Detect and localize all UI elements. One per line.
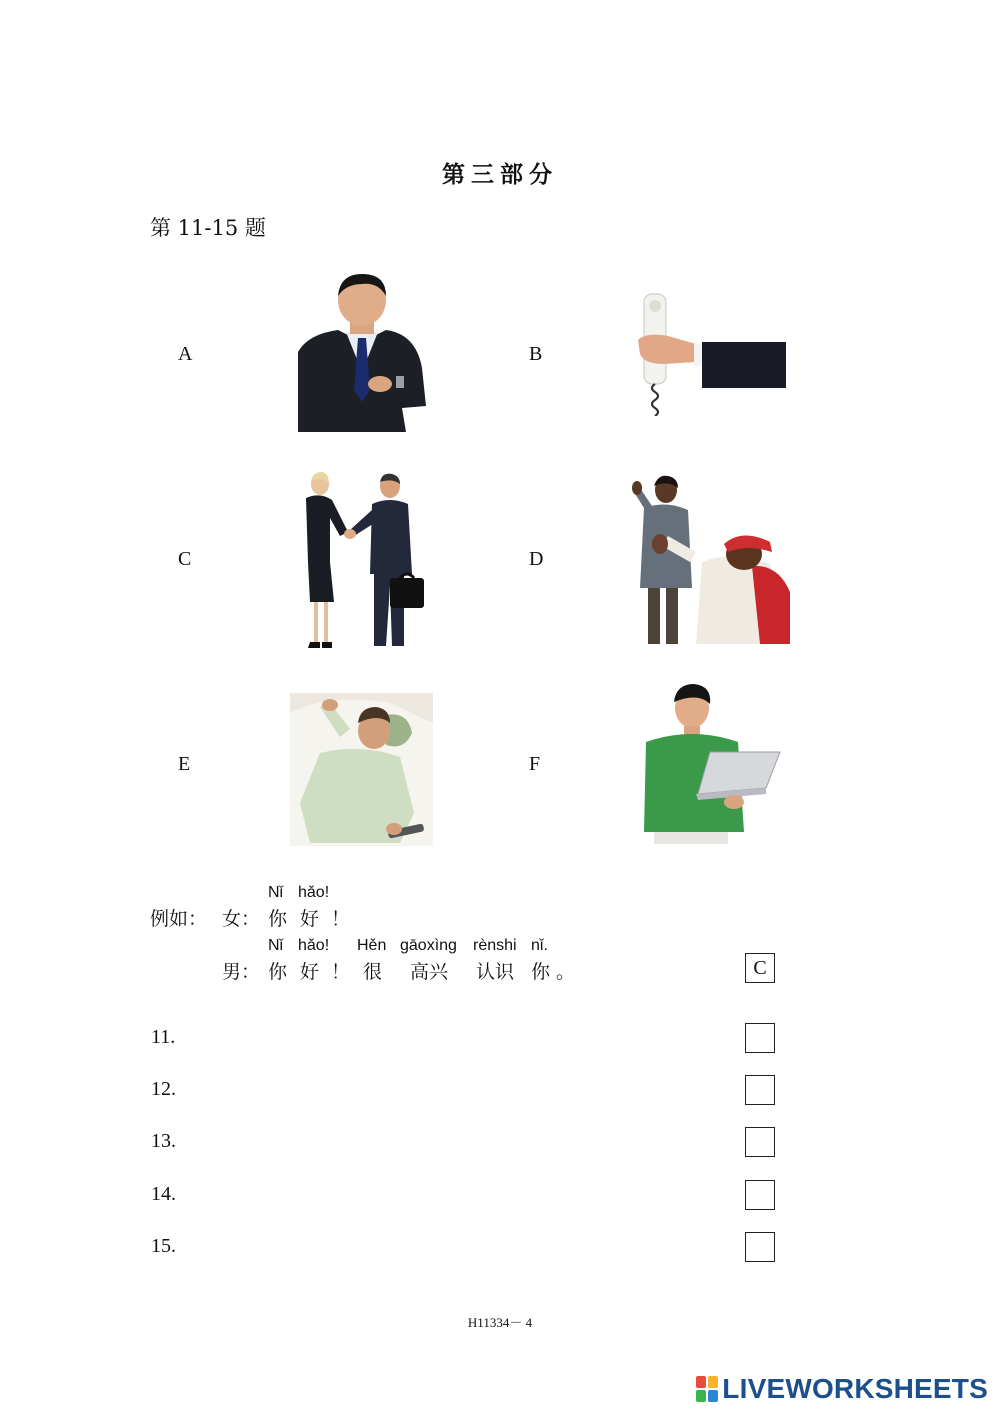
page-footer-code: H11334－ 4 bbox=[467, 1315, 533, 1330]
option-letter-a: A bbox=[178, 343, 193, 365]
question-13-answer-box[interactable] bbox=[745, 1127, 775, 1157]
question-14-answer-box[interactable] bbox=[745, 1180, 775, 1210]
question-12-number: 12. bbox=[151, 1078, 176, 1100]
question-15-number: 15. bbox=[151, 1235, 176, 1257]
option-letter-b: B bbox=[529, 343, 543, 365]
man-pinyin-ni2: nǐ. bbox=[531, 937, 548, 954]
example-answer-box: C bbox=[745, 953, 775, 983]
telephone-receiver-image bbox=[638, 292, 786, 416]
man-pinyin-hen: Hěn bbox=[357, 937, 387, 954]
man-hanzi-hao: 好 bbox=[300, 961, 320, 983]
man-hanzi-gaoxing: 高兴 bbox=[410, 961, 449, 983]
option-letter-e: E bbox=[178, 753, 191, 775]
man-with-laptop-image bbox=[640, 682, 782, 844]
question-range: 第 11-15 题 bbox=[150, 216, 266, 240]
woman-speaker-label: 女： bbox=[222, 908, 261, 930]
option-letter-c: C bbox=[178, 548, 192, 570]
man-pinyin-hao: hǎo! bbox=[298, 937, 330, 954]
option-letter-d: D bbox=[529, 548, 544, 570]
question-15-answer-box[interactable] bbox=[745, 1232, 775, 1262]
question-14-number: 14. bbox=[151, 1183, 176, 1205]
man-hanzi-period: 。 bbox=[556, 961, 576, 983]
question-11-answer-box[interactable] bbox=[745, 1023, 775, 1053]
man-on-sofa-image bbox=[290, 693, 433, 846]
woman-pinyin-hao: hǎo! bbox=[298, 884, 330, 901]
businessman-checking-watch-image bbox=[298, 272, 426, 432]
man-pinyin-ni: Nǐ bbox=[268, 937, 284, 954]
woman-pinyin-ni: Nǐ bbox=[268, 884, 284, 901]
liveworksheets-logo-icon bbox=[696, 1376, 718, 1402]
brand-name: LIVEWORKSHEETS bbox=[722, 1373, 988, 1404]
man-hanzi-ni: 你 bbox=[268, 961, 288, 983]
man-hanzi-hen: 很 bbox=[363, 961, 383, 983]
man-hanzi-renshi: 认识 bbox=[476, 961, 515, 983]
man-pinyin-renshi: rènshi bbox=[473, 937, 517, 954]
woman-hanzi-ni: 你 bbox=[268, 908, 288, 930]
liveworksheets-brand[interactable] bbox=[696, 1373, 988, 1405]
example-label: 例如： bbox=[150, 908, 208, 930]
man-speaker-label: 男： bbox=[222, 961, 261, 983]
woman-hanzi-exclaim: ！ bbox=[331, 908, 351, 930]
man-pinyin-gaoxing: gāoxìng bbox=[400, 937, 457, 954]
woman-hanzi-hao: 好 bbox=[300, 908, 320, 930]
question-12-answer-box[interactable] bbox=[745, 1075, 775, 1105]
question-11-number: 11. bbox=[151, 1026, 176, 1048]
question-13-number: 13. bbox=[151, 1130, 176, 1152]
waving-people-image bbox=[632, 472, 790, 644]
man-hanzi-ni2: 你 bbox=[531, 961, 551, 983]
man-hanzi-exclaim: ！ bbox=[331, 961, 351, 983]
option-letter-f: F bbox=[529, 753, 541, 775]
section-title: 第三部分 bbox=[442, 162, 558, 188]
handshake-image bbox=[300, 470, 430, 652]
